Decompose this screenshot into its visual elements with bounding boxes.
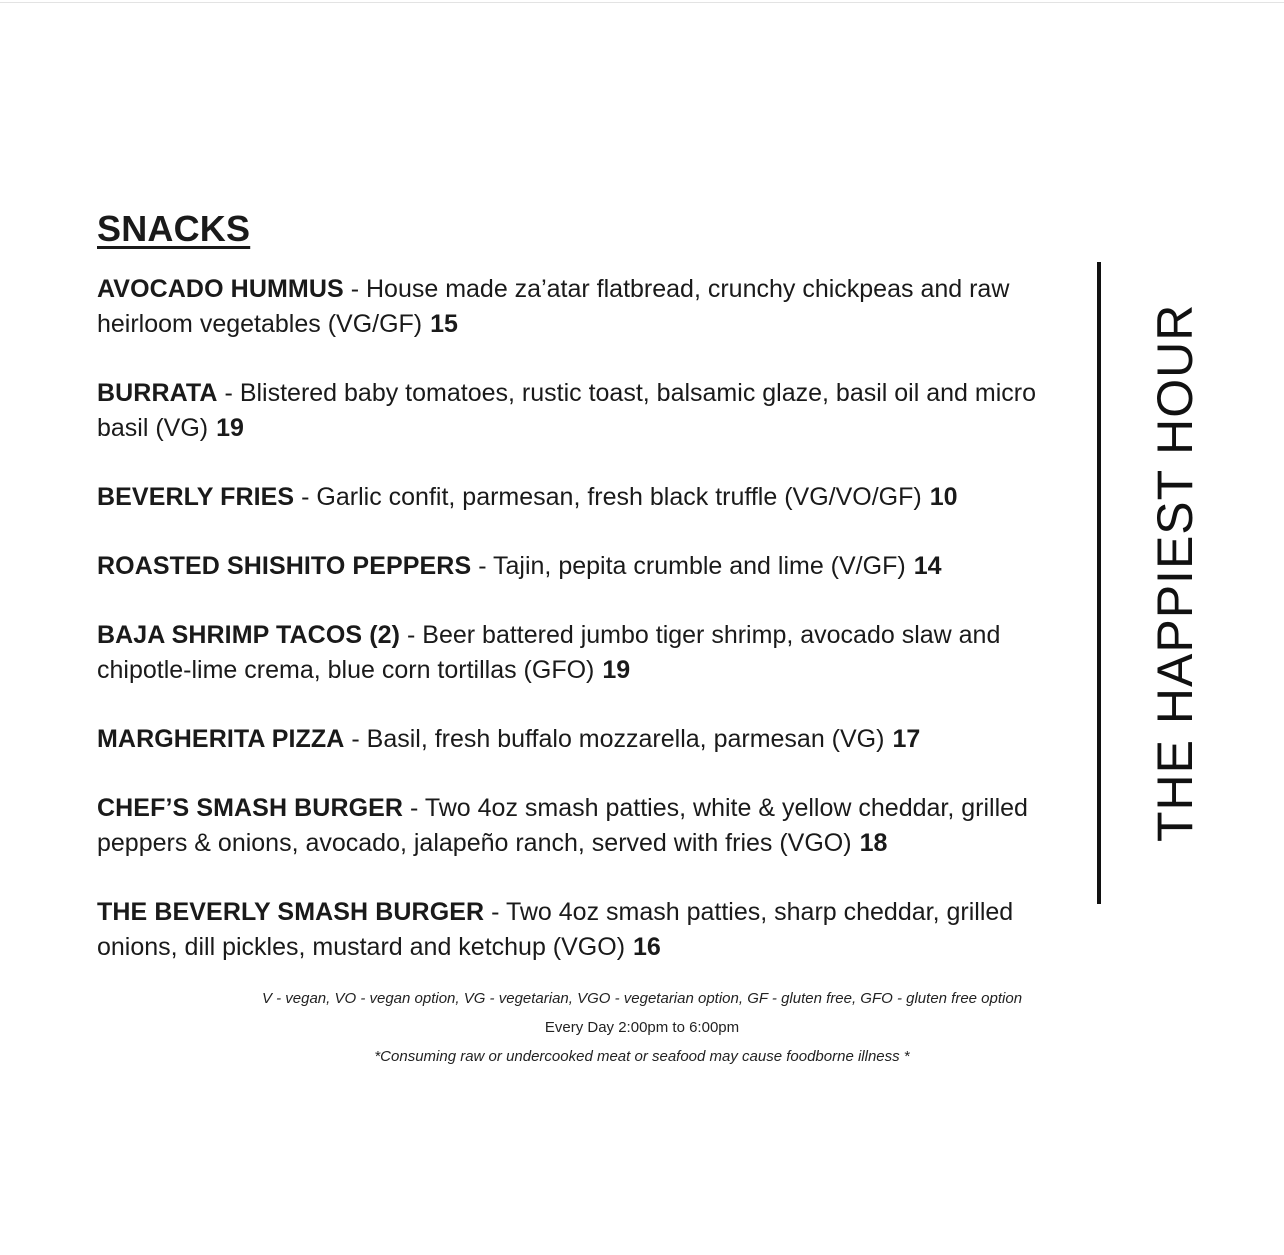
menu-content bbox=[97, 206, 1057, 999]
menu-item-name: ROASTED SHISHITO PEPPERS bbox=[97, 552, 472, 580]
menu-item-name: CHEF’S SMASH BURGER bbox=[97, 794, 404, 822]
menu-item bbox=[97, 895, 1042, 965]
menu-item-name: BURRATA bbox=[97, 379, 218, 407]
menu-item bbox=[97, 791, 1042, 861]
menu-item-separator: - bbox=[403, 794, 425, 822]
menu-item-description: Two 4oz smash patties, white & yellow cheddar, grilled peppers & onions, avocado, jalapeño ranch, served with fries (VGO) bbox=[97, 794, 1028, 857]
dietary-legend: V - vegan, VO - vegan option, VG - vegetarian, VGO - vegetarian option, GF - gluten free, GFO - gluten free option bbox=[261, 990, 1023, 1007]
menu-item bbox=[97, 722, 1042, 757]
top-divider bbox=[0, 2, 1284, 3]
menu-item bbox=[97, 618, 1042, 688]
menu-item-description: House made za’atar flatbread, crunchy chickpeas and raw heirloom vegetables (VG/GF) bbox=[97, 275, 1010, 338]
menu-item-separator: - bbox=[344, 725, 367, 753]
menu-item-separator: - bbox=[471, 552, 494, 580]
menu-item bbox=[97, 272, 1042, 342]
menu-item-price: 19 bbox=[602, 656, 631, 684]
menu-item bbox=[97, 549, 1042, 584]
menu-item-price: 14 bbox=[913, 552, 942, 580]
menu-item-name: MARGHERITA PIZZA bbox=[97, 725, 345, 753]
menu-item-name: BAJA SHRIMP TACOS (2) bbox=[97, 621, 401, 649]
menu-item-description: Tajin, pepita crumble and lime (V/GF) bbox=[493, 552, 906, 580]
vertical-title-panel bbox=[1097, 262, 1203, 904]
menu-item-description: Garlic confit, parmesan, fresh black truffle (VG/VO/GF) bbox=[316, 483, 922, 511]
side-title: THE HAPPIEST HOUR bbox=[1147, 303, 1203, 842]
menu-item-separator: - bbox=[294, 483, 317, 511]
menu-item-separator: - bbox=[484, 898, 506, 926]
menu-item-price: 10 bbox=[929, 483, 958, 511]
menu-item-description: Basil, fresh buffalo mozzarella, parmesan (VG) bbox=[366, 725, 885, 753]
section-title: SNACKS bbox=[97, 208, 251, 249]
vertical-divider bbox=[1097, 262, 1101, 904]
menu-item-name: AVOCADO HUMMUS bbox=[97, 275, 344, 303]
menu-item-price: 18 bbox=[859, 829, 888, 857]
menu-item-separator: - bbox=[343, 275, 366, 303]
menu-item-separator: - bbox=[400, 621, 423, 649]
menu-item-name: BEVERLY FRIES bbox=[97, 483, 295, 511]
menu-footnotes bbox=[0, 984, 1284, 1071]
health-warning: *Consuming raw or undercooked meat or seafood may cause foodborne illness * bbox=[374, 1048, 910, 1065]
menu-item-description: Beer battered jumbo tiger shrimp, avocado slaw and chipotle-lime crema, blue corn tortillas (GFO) bbox=[97, 621, 1001, 684]
menu-item-price: 17 bbox=[892, 725, 921, 753]
menu-item-separator: - bbox=[217, 379, 240, 407]
menu-items-list bbox=[97, 272, 1057, 965]
menu-item-description: Two 4oz smash patties, sharp cheddar, grilled onions, dill pickles, mustard and ketchup (VGO) bbox=[97, 898, 1014, 961]
menu-item-price: 19 bbox=[216, 414, 244, 442]
menu-item-price: 15 bbox=[430, 310, 458, 338]
menu-item bbox=[97, 480, 1042, 515]
menu-item-description: Blistered baby tomatoes, rustic toast, balsamic glaze, basil oil and micro basil (VG) bbox=[97, 379, 1037, 442]
menu-item-price: 16 bbox=[633, 933, 661, 961]
menu-item bbox=[97, 376, 1042, 446]
menu-item-name: THE BEVERLY SMASH BURGER bbox=[97, 898, 485, 926]
happy-hour-times: Every Day 2:00pm to 6:00pm bbox=[544, 1019, 740, 1036]
